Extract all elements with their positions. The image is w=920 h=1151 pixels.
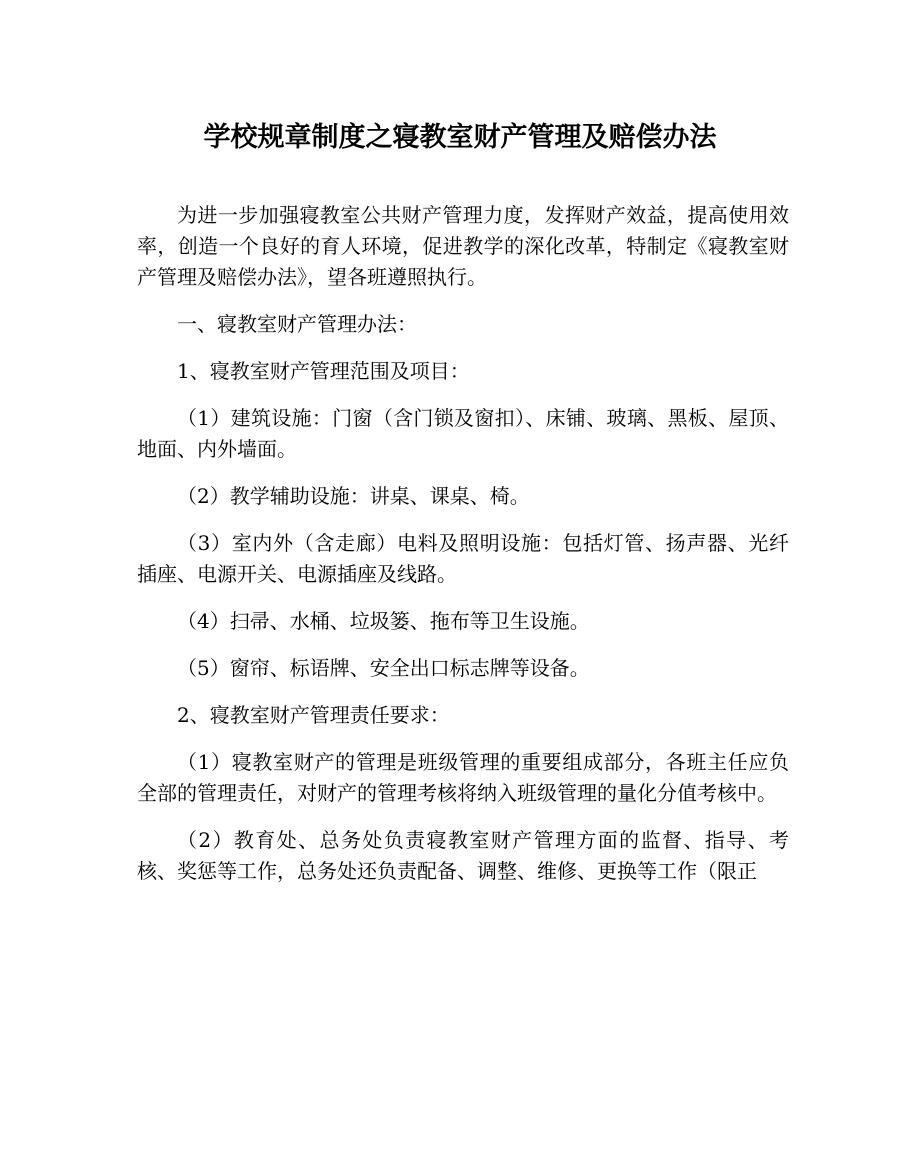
- list-item: （4）扫帚、水桶、垃圾篓、拖布等卫生设施。: [177, 609, 590, 633]
- subsection-heading-1: 1、寝教室财产管理范围及项目：: [177, 359, 470, 383]
- list-item: （1）建筑设施：门窗（含门锁及窗扣）、床铺、玻璃、黑板、屋顶、地面、内外墙面。: [137, 406, 789, 461]
- section-heading-1: 一、寝教室财产管理办法：: [177, 312, 417, 336]
- document-title: 学校规章制度之寝教室财产管理及赔偿办法: [203, 122, 717, 153]
- list-item: （5）窗帘、标语牌、安全出口标志牌等设备。: [177, 656, 590, 680]
- list-item: （3）室内外（含走廊）电料及照明设施：包括灯管、扬声器、光纤插座、电源开关、电源插座及线路。: [137, 531, 789, 586]
- list-item: （1）寝教室财产的管理是班级管理的重要组成部分，各班主任应负全部的管理责任，对财产的管理考核将纳入班级管理的量化分值考核中。: [137, 750, 789, 805]
- list-item: （2）教育处、总务处负责寝教室财产管理方面的监督、指导、考核、奖惩等工作，总务处还负责配备、调整、维修、更换等工作（限正: [137, 828, 789, 883]
- paragraph-intro: 为进一步加强寝教室公共财产管理力度，发挥财产效益，提高使用效率，创造一个良好的育人环境，促进教学的深化改革，特制定《寝教室财产管理及赔偿办法》，望各班遵照执行。: [137, 203, 789, 289]
- list-item: （2）教学辅助设施：讲桌、课桌、椅。: [177, 484, 530, 508]
- subsection-heading-2: 2、寝教室财产管理责任要求：: [177, 703, 450, 727]
- document-body: [137, 200, 789, 903]
